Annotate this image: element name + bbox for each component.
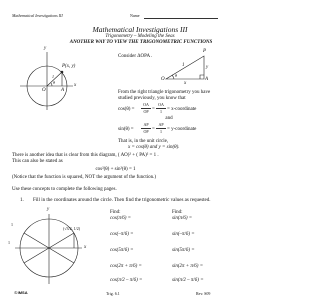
find-right-item: sin(π/6) =: [172, 216, 193, 221]
that-is-text: That is, in the unit circle,: [118, 139, 169, 144]
circle-point-label: (√3/2, 1/2): [63, 226, 81, 231]
identity: cos²(θ) + sin²(θ) = 1: [95, 167, 136, 172]
fig2-label-a: A: [205, 77, 209, 82]
find-right-item: sin(–π/6) =: [172, 232, 195, 237]
explain-line-1: From the right triangle trigonometry you have: [118, 90, 211, 95]
point-p: [61, 71, 63, 73]
find-right-item: sin(5π/6) =: [172, 248, 195, 253]
fig1-label-o: O: [42, 88, 46, 93]
fig1-label-theta: θ: [53, 80, 55, 85]
sin-frac1-den: OP: [143, 129, 149, 134]
also-line: This can also be stated as: [12, 159, 63, 164]
cos-frac1-num: OA: [143, 102, 149, 107]
fig2-label-o: O: [161, 77, 165, 82]
notice-line: (Notice that the function is squared, NOT the argument of the function.): [12, 175, 157, 180]
fig1-label-point: P(x, y): [62, 64, 76, 69]
running-title: Mathematical Investigations III: [12, 13, 63, 18]
doc-title: Mathematical Investigations III: [92, 25, 188, 34]
fig1-label-one: 1: [52, 74, 54, 79]
circle-axis-x: x: [84, 245, 87, 250]
find-left-item: cos(–π/6) =: [110, 232, 134, 237]
problem-circle-figure: [15, 214, 82, 284]
imsa-logo: ♔IMSA: [14, 290, 28, 295]
coords-text: x = cos(θ) and y = sin(θ).: [128, 145, 180, 150]
find-left-heading: Find:: [110, 210, 121, 215]
and-text: and: [165, 116, 173, 121]
unit-circle-figure: [20, 52, 76, 110]
angle-arc: [51, 83, 52, 86]
cos-prefix: cos(θ) =: [118, 107, 135, 112]
fig1-label-a: A: [61, 88, 65, 93]
right-angle-mark: [200, 75, 204, 79]
ray-210: [24, 248, 49, 263]
name-label: Name: [130, 13, 140, 18]
sin-frac2-den: 1: [160, 129, 162, 134]
circle-axis-y: y: [47, 207, 50, 212]
ray-150: [24, 233, 49, 248]
sin-eq: =: [152, 127, 155, 132]
fig2-label-theta: θ: [175, 73, 177, 78]
fig2-label-x: x: [184, 81, 187, 86]
relation-line: There is another idea that is clear from this diagram, ( AO)² + ( PA)² = 1 .: [12, 153, 159, 158]
find-left-item: cos(π/2 – π/6) =: [110, 278, 143, 283]
problem-number: 1.: [20, 198, 24, 203]
consider-text: Consider ΔOPA .: [118, 54, 153, 59]
circle-one-y: 1: [11, 222, 13, 227]
fig2-label-y: y: [206, 65, 209, 70]
fig1-label-x: x: [74, 83, 77, 88]
problem-text: Fill in the coordinates around the circle. Then find the trigonometric values as requested.: [33, 198, 211, 203]
find-right-heading: Find:: [172, 210, 183, 215]
find-left-item: cos(π/6) =: [110, 216, 132, 221]
cos-suffix: = x-coordinate: [167, 107, 197, 112]
footer-right: Rev. S09: [196, 291, 211, 296]
fig2-label-one: 1: [182, 63, 185, 68]
find-left-item: cos(2π + π/6) =: [110, 264, 142, 269]
doc-subtitle: Trigonometry – Modeling the Seas: [105, 34, 175, 39]
right-triangle-figure: [166, 56, 204, 79]
explain-line-2: studied previously, you know that: [118, 96, 186, 101]
sin-frac2-num: AP: [158, 122, 164, 127]
sin-frac1-num: AP: [143, 122, 149, 127]
triangle-opa: [166, 56, 204, 79]
sin-prefix: sin(θ) =: [118, 127, 134, 132]
cos-frac2-den: 1: [160, 109, 162, 114]
sin-suffix: = y-coordinate: [167, 127, 197, 132]
fig2-label-p: P: [203, 49, 207, 54]
find-right-item: sin(2π + π/6) =: [172, 264, 204, 269]
cos-frac1-den: OP: [143, 109, 149, 114]
footer-center: Trig. 6.1: [106, 291, 120, 296]
cos-eq: =: [152, 107, 155, 112]
ray-330: [49, 248, 74, 263]
triangle-angle-arc: [172, 75, 174, 79]
ray-30: [49, 233, 74, 248]
circle-one-x: 1: [8, 240, 10, 245]
cos-frac2-num: OA: [158, 102, 164, 107]
use-these-line: Use these concepts to complete the following pages.: [12, 187, 117, 192]
doc-heading: ANOTHER WAY TO VIEW THE TRIGONOMETRIC FUNCTIONS: [69, 40, 213, 45]
fig1-label-y: y: [44, 46, 47, 51]
find-right-item: sin(π/2 – π/6) =: [172, 278, 204, 283]
find-left-item: cos(5π/6) =: [110, 248, 134, 253]
